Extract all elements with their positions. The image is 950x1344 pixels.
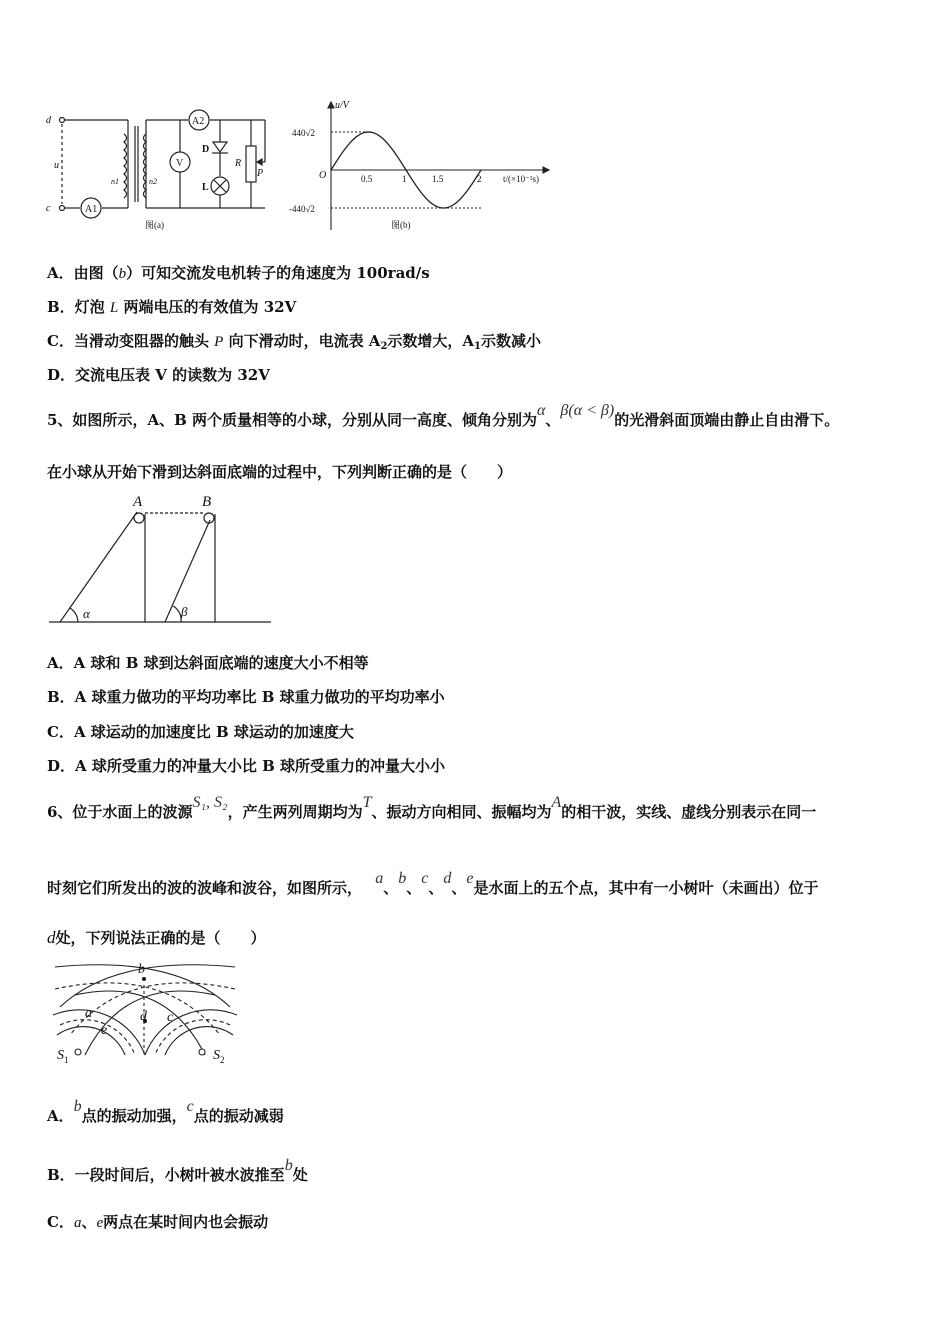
incline-label-b: B: [202, 494, 212, 510]
q6-option-a: A．b点的振动加强，c点的振动减弱: [47, 1098, 284, 1125]
q4-option-d: D．交流电压表 V 的读数为 32V: [47, 366, 270, 384]
y-max-label: 440√2: [292, 128, 315, 138]
terminal-c: c: [46, 203, 51, 214]
incline-label-a: A: [133, 494, 143, 510]
resistor-label: R: [235, 158, 242, 169]
lamp-label: L: [202, 182, 209, 193]
y-min-label: -440√2: [289, 204, 315, 214]
q5-option-b: B．A 球重力做功的平均功率比 B 球重力做功的平均功率小: [47, 688, 445, 706]
tick-0-5: 0.5: [361, 174, 373, 184]
angle-beta: β: [181, 604, 188, 619]
angle-alpha: α: [83, 606, 90, 621]
tick-1-5: 1.5: [432, 174, 444, 184]
source-s1: $S_1$: [57, 1048, 69, 1065]
diode-label: D: [202, 144, 210, 155]
circuit-figure: [40, 104, 285, 236]
point-b: b: [138, 962, 145, 977]
q6-stem-line3: d处，下列说法正确的是（ ）: [47, 928, 266, 947]
q6-option-b: B．一段时间后，小树叶被水波推至b处: [47, 1157, 308, 1184]
x-axis-label: t/(×10⁻²s): [503, 174, 540, 184]
caption-b: 图(b): [391, 220, 411, 230]
q6-stem-line1: 6、位于水面上的波源S₁, S₂，产生两列周期均为T、振动方向相同、振幅均为A的相干波，实线、虚线分别表示在同一: [47, 794, 817, 821]
q6-stem-line2: 时刻它们所发出的波的波峰和波谷，如图所示， a、b、c、d、e是水面上的五个点，其中有一小树叶（未画出）位于: [47, 870, 819, 897]
q4-option-a: A．由图（b）可知交流发电机转子的角速度为 100rad/s: [47, 264, 430, 282]
source-s2: $S_2$: [213, 1048, 225, 1065]
coil-n2: n2: [149, 177, 157, 186]
voltage-u: u: [54, 160, 59, 171]
q5-option-c: C．A 球运动的加速度比 B 球运动的加速度大: [47, 723, 354, 741]
q6-option-c: C．a、e两点在某时间内也会振动: [47, 1213, 269, 1231]
terminal-d: d: [46, 115, 51, 126]
ammeter-a1: A1: [85, 204, 98, 215]
wave-interference-figure: [45, 955, 245, 1070]
origin-label: O: [319, 170, 327, 181]
q5-stem-line1: 5、如图所示，A、B 两个质量相等的小球，分别从同一高度、倾角分别为α、β(α < β)的光滑斜面顶端由静止自由滑下。: [47, 402, 840, 429]
waveform-chart: [287, 98, 552, 238]
q5-option-d: D．A 球所受重力的冲量大小比 B 球所受重力的冲量大小小: [47, 757, 445, 775]
slider-label: P: [257, 168, 264, 179]
point-d: d: [140, 1009, 147, 1024]
incline-figure: [45, 490, 275, 630]
voltmeter-v: V: [176, 158, 184, 169]
q4-option-b: B．灯泡 L 两端电压的有效值为 32V: [47, 298, 297, 316]
q4-option-c: C．当滑动变阻器的触头 P 向下滑动时，电流表 $A_2$示数增大，$A_1$示数减小: [47, 332, 542, 352]
coil-n1: n1: [111, 177, 119, 186]
point-e: e: [101, 1023, 108, 1038]
q5-option-a: A．A 球和 B 球到达斜面底端的速度大小不相等: [47, 654, 369, 672]
point-c: c: [167, 1010, 174, 1025]
ammeter-a2: A2: [192, 116, 205, 127]
tick-1: 1: [402, 174, 407, 184]
q5-stem-line2: 在小球从开始下滑到达斜面底端的过程中，下列判断正确的是（ ）: [47, 463, 513, 481]
point-a: a: [85, 1006, 92, 1021]
caption-a: 图(a): [145, 220, 164, 230]
tick-2: 2: [477, 174, 482, 184]
y-axis-label: u/V: [335, 100, 349, 111]
